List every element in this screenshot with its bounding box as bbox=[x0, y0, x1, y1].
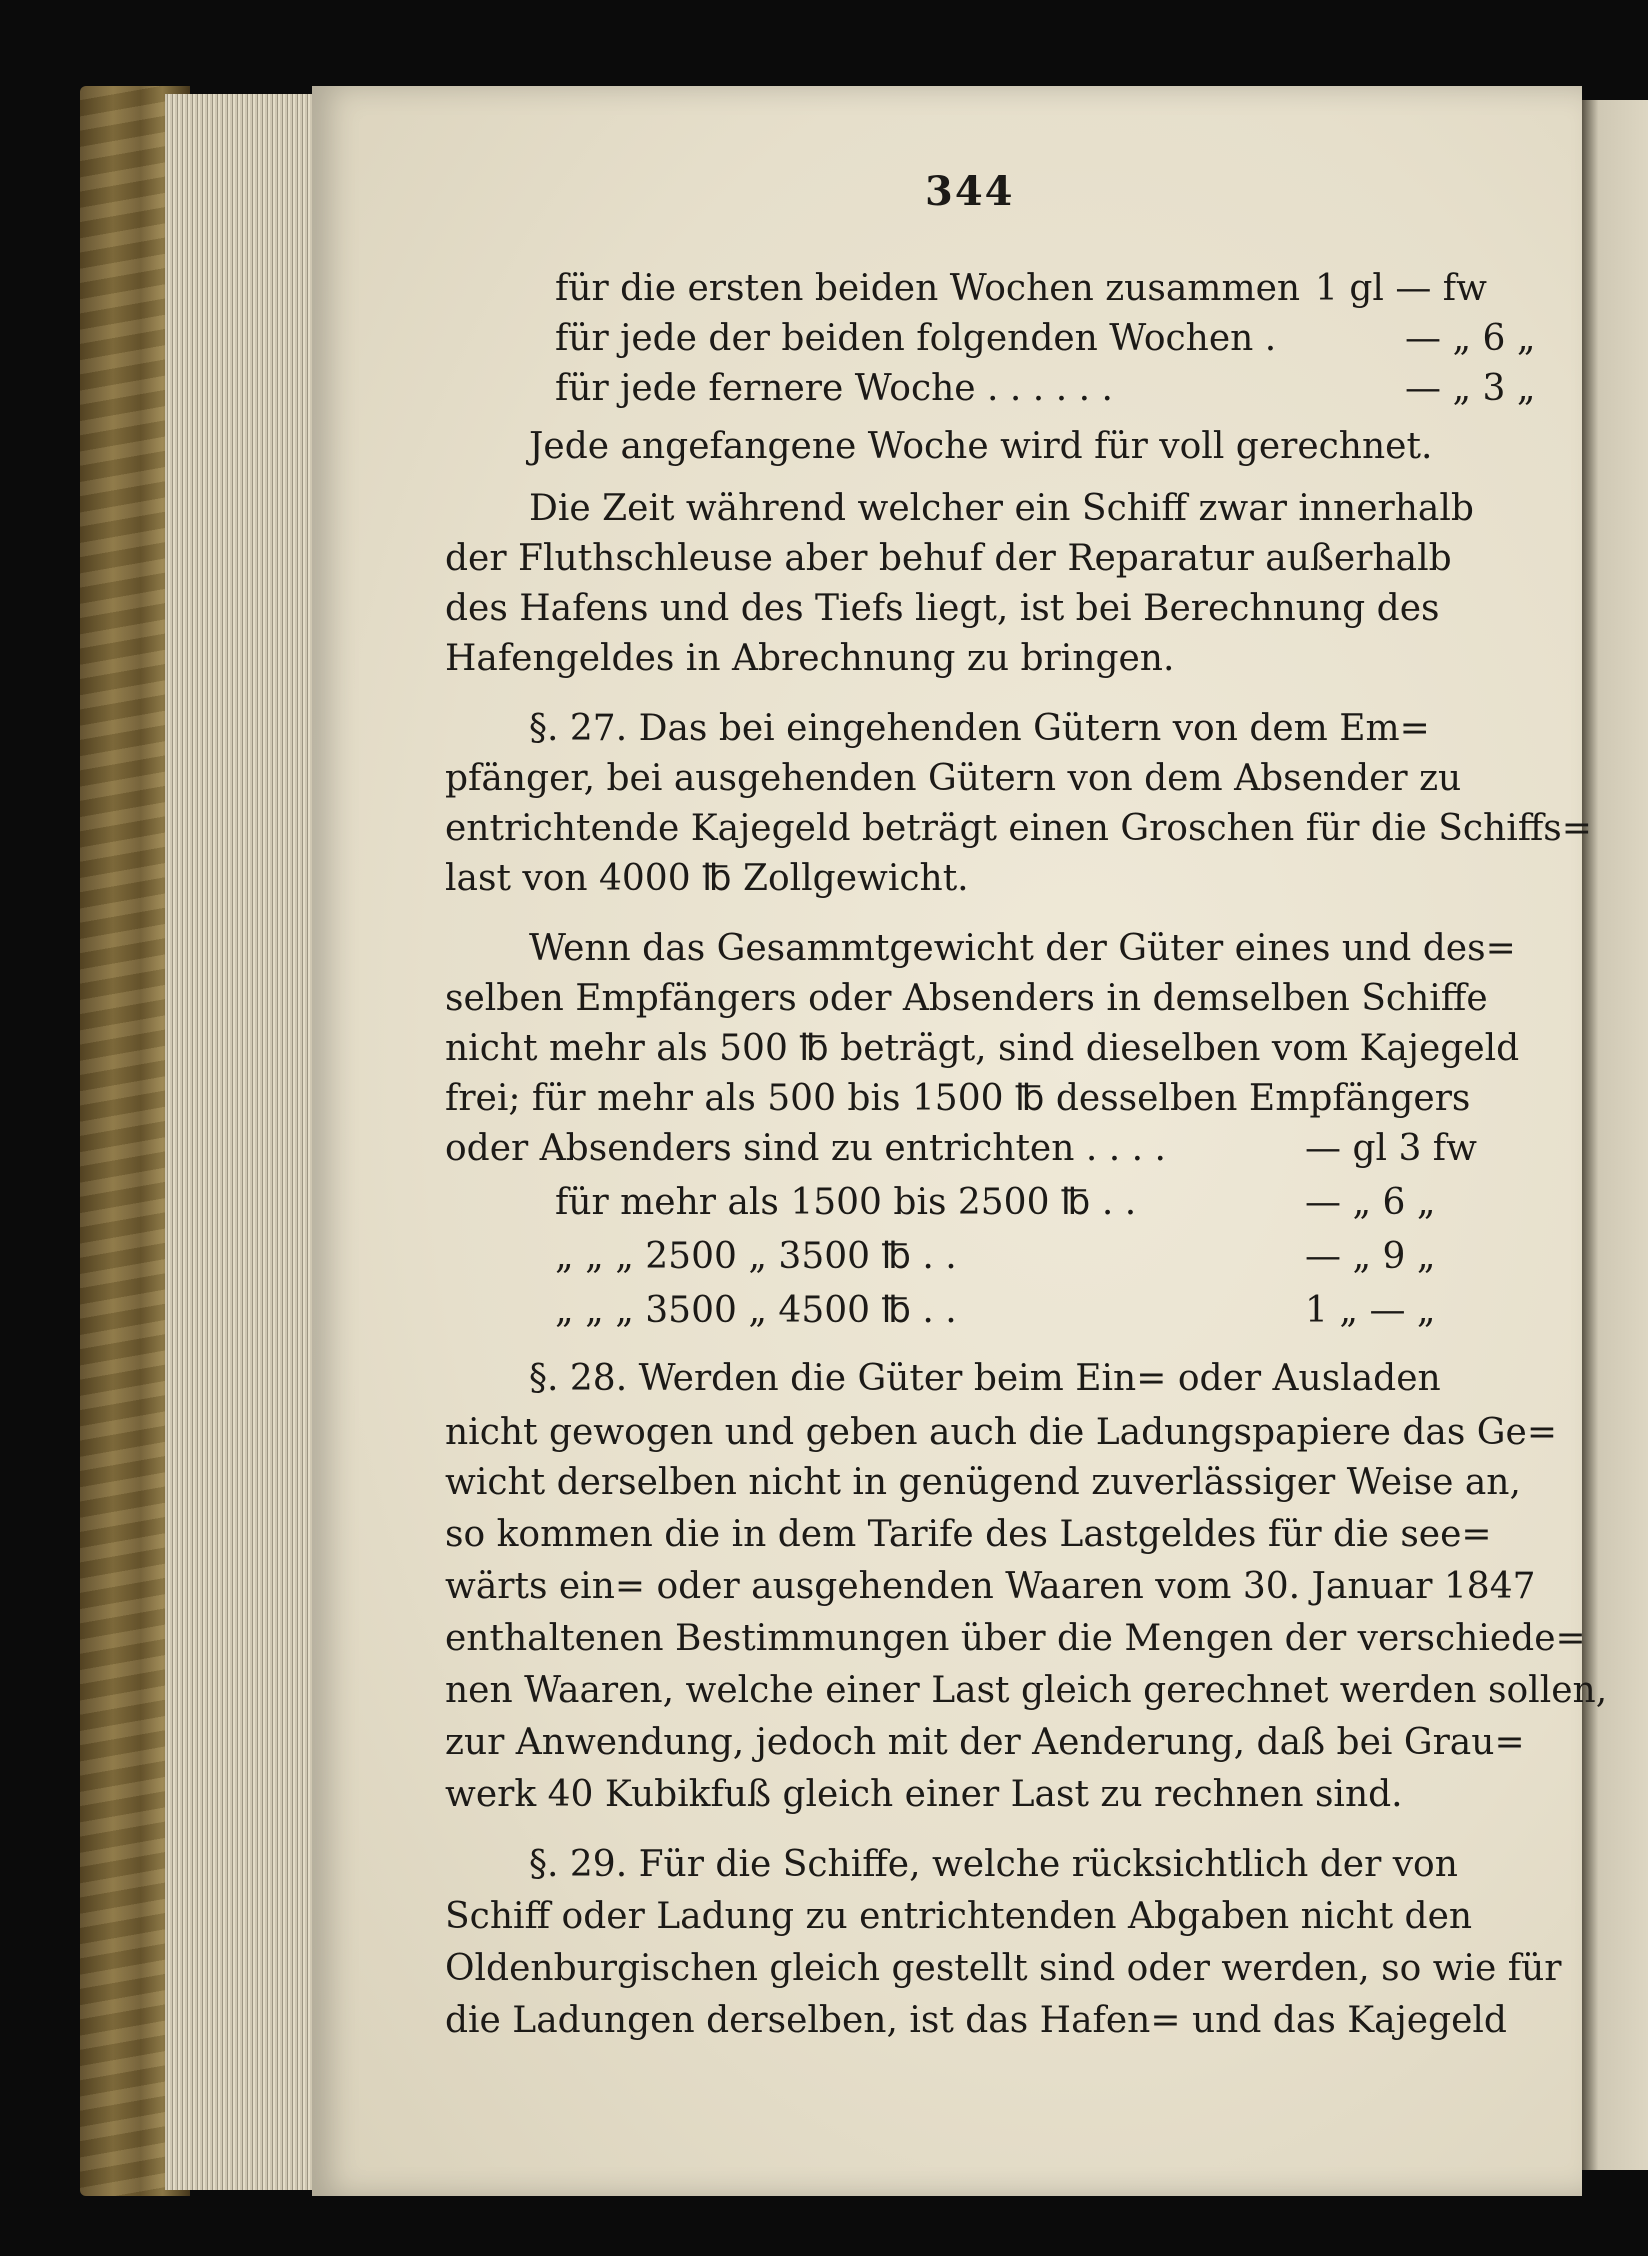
paragraph-line: Oldenburgischen gleich gestellt sind oder werden, so wie für bbox=[445, 1948, 1562, 1989]
section-29-heading: §. 29. Für die Schiffe, welche rücksichtlich der von bbox=[529, 1844, 1458, 1885]
paragraph-line: so kommen die in dem Tarife des Lastgeldes für die see= bbox=[445, 1514, 1492, 1555]
fee-amount: — „ 6 „ bbox=[1305, 1182, 1436, 1223]
paragraph-line: Schiff oder Ladung zu entrichtenden Abgaben nicht den bbox=[445, 1896, 1473, 1937]
paragraph-line: Hafengeldes in Abrechnung zu bringen. bbox=[445, 638, 1175, 679]
fee-row bbox=[555, 1288, 1515, 1334]
paragraph-line: enthaltenen Bestimmungen über die Mengen der verschiede= bbox=[445, 1618, 1586, 1659]
fee-amount: 1 „ — „ bbox=[1305, 1290, 1436, 1331]
paragraph-line: wicht derselben nicht in genügend zuverlässiger Weise an, bbox=[445, 1462, 1521, 1503]
paragraph-line: nicht gewogen und geben auch die Ladungspapiere das Ge= bbox=[445, 1412, 1557, 1453]
section-28-heading: §. 28. Werden die Güter beim Ein= oder Ausladen bbox=[529, 1358, 1441, 1399]
paragraph-line: werk 40 Kubikfuß gleich einer Last zu rechnen sind. bbox=[445, 1774, 1403, 1815]
fee-amount: — „ 6 „ bbox=[1405, 318, 1536, 359]
fee-label: für jede der beiden folgenden Wochen . bbox=[555, 318, 1277, 359]
paragraph-line: pfänger, bei ausgehenden Gütern von dem Absender zu bbox=[445, 758, 1462, 799]
fee-label: für jede fernere Woche . . . . . . bbox=[555, 368, 1113, 409]
paragraph-line: Die Zeit während welcher ein Schiff zwar innerhalb bbox=[529, 488, 1474, 529]
paragraph-line: Wenn das Gesammtgewicht der Güter eines und des= bbox=[529, 928, 1516, 969]
paragraph-line: der Fluthschleuse aber behuf der Reparatur außerhalb bbox=[445, 538, 1452, 579]
fee-amount: — „ 3 „ bbox=[1405, 368, 1536, 409]
fee-row bbox=[555, 1180, 1515, 1226]
paragraph-line: die Ladungen derselben, ist das Hafen= und das Kajegeld bbox=[445, 2000, 1507, 2041]
fee-label: für mehr als 1500 bis 2500 ℔ . . bbox=[555, 1182, 1137, 1223]
fee-amount: — „ 9 „ bbox=[1305, 1236, 1436, 1277]
fee-row bbox=[555, 316, 1536, 362]
paragraph-line: entrichtende Kajegeld beträgt einen Groschen für die Schiffs= bbox=[445, 808, 1592, 849]
fee-label: „ „ „ 3500 „ 4500 ℔ . . bbox=[555, 1290, 957, 1331]
fee-amount: 1 gl — fw bbox=[1315, 268, 1487, 309]
fee-label: oder Absenders sind zu entrichten . . . . bbox=[445, 1128, 1166, 1169]
fee-row bbox=[555, 266, 1515, 312]
paragraph-line: frei; für mehr als 500 bis 1500 ℔ desselben Empfängers bbox=[445, 1078, 1471, 1119]
fee-row bbox=[555, 366, 1536, 412]
page-number: 344 bbox=[925, 168, 1015, 215]
page-edges bbox=[165, 94, 315, 2190]
paragraph-line: des Hafens und des Tiefs liegt, ist bei Berechnung des bbox=[445, 588, 1440, 629]
paragraph-line: selben Empfängers oder Absenders in demselben Schiffe bbox=[445, 978, 1488, 1019]
facing-page bbox=[1582, 100, 1648, 2170]
fee-row bbox=[445, 1126, 1515, 1172]
fee-amount: — gl 3 fw bbox=[1305, 1128, 1477, 1169]
fee-label: „ „ „ 2500 „ 3500 ℔ . . bbox=[555, 1236, 957, 1277]
paragraph-line: last von 4000 ℔ Zollgewicht. bbox=[445, 858, 969, 899]
paragraph-line: zur Anwendung, jedoch mit der Aenderung, daß bei Grau= bbox=[445, 1722, 1525, 1763]
paragraph-line: nen Waaren, welche einer Last gleich gerechnet werden sollen, bbox=[445, 1670, 1608, 1711]
paragraph-line: wärts ein= oder ausgehenden Waaren vom 30. Januar 1847 bbox=[445, 1566, 1536, 1607]
paragraph-line: nicht mehr als 500 ℔ beträgt, sind dieselben vom Kajegeld bbox=[445, 1028, 1520, 1069]
section-27-heading: §. 27. Das bei eingehenden Gütern von dem Em= bbox=[529, 708, 1430, 749]
fee-label: für die ersten beiden Wochen zusammen bbox=[555, 268, 1301, 309]
fee-row bbox=[555, 1234, 1515, 1280]
paragraph-line: Jede angefangene Woche wird für voll gerechnet. bbox=[529, 426, 1433, 467]
